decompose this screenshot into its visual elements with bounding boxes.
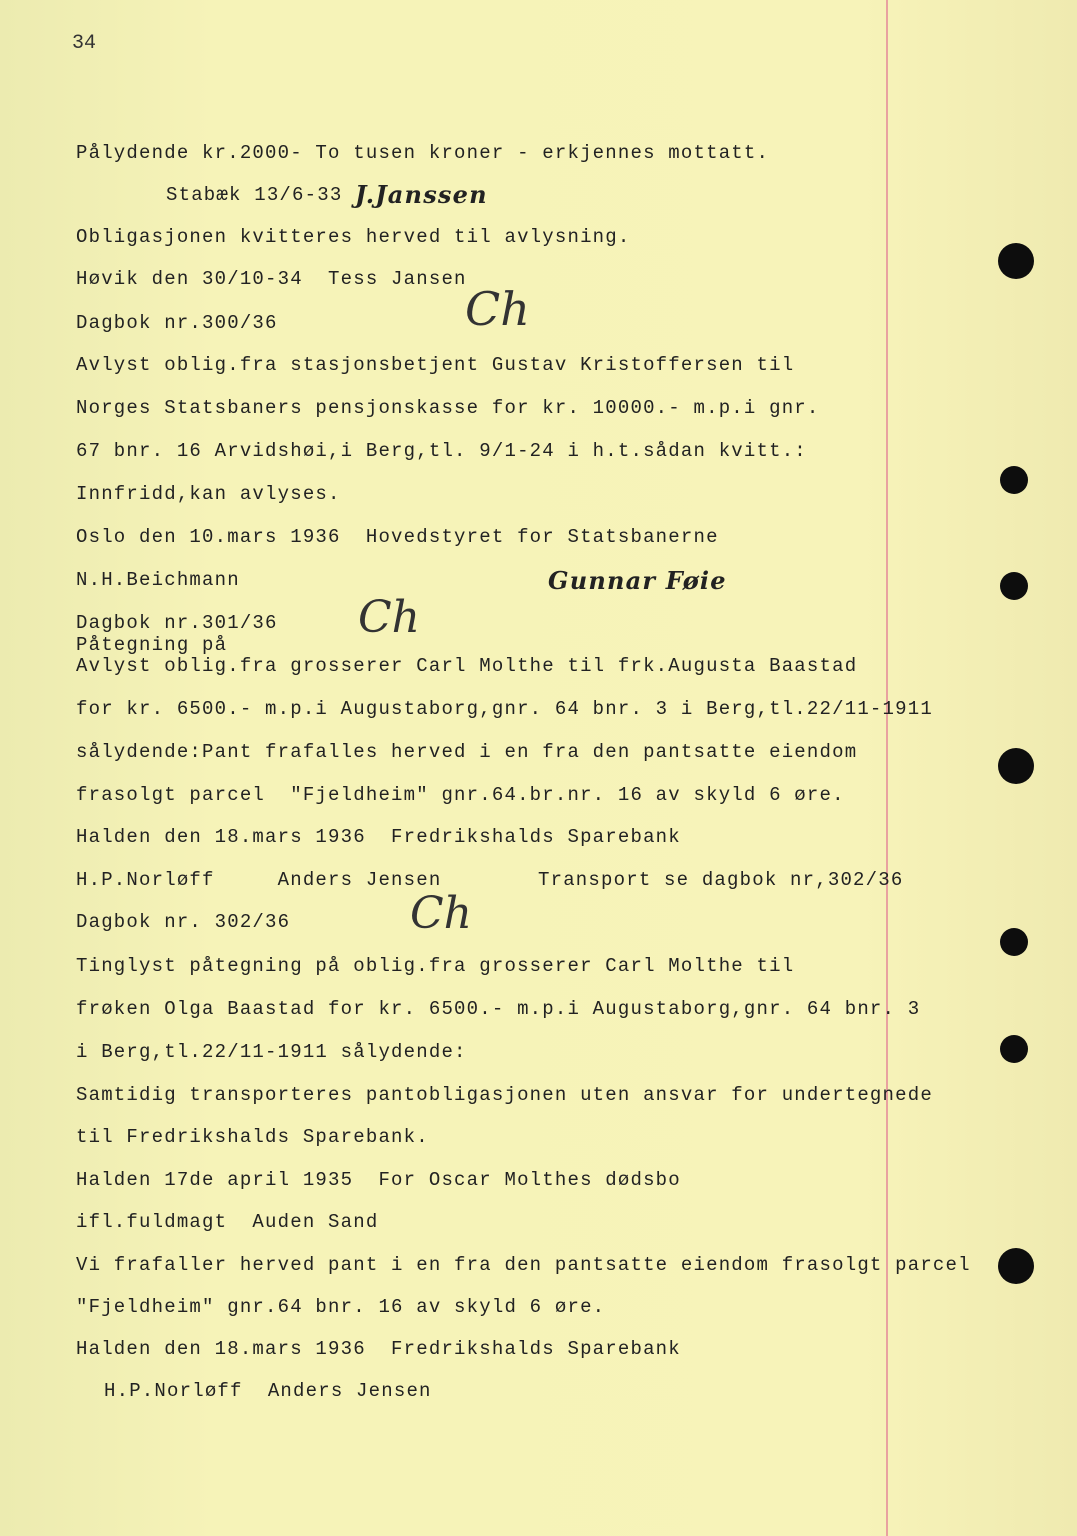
handwritten-initials: Ch (410, 888, 473, 939)
text-line: Tinglyst påtegning på oblig.fra grosserer Carl Molthe til (76, 955, 795, 977)
punch-hole (1000, 1035, 1028, 1063)
text-line: Samtidig transporteres pantobligasjonen uten ansvar for undertegnede (76, 1084, 933, 1106)
text-line: sålydende:Pant frafalles herved i en fra den pantsatte eiendom (76, 741, 858, 763)
handwritten-initials: Ch (358, 592, 421, 643)
text-line: Halden den 18.mars 1936 Fredrikshalds Sparebank (76, 826, 681, 848)
text-line: til Fredrikshalds Sparebank. (76, 1126, 429, 1148)
text-line: frasolgt parcel "Fjeldheim" gnr.64.br.nr. 16 av skyld 6 øre. (76, 784, 845, 806)
text-line: frøken Olga Baastad for kr. 6500.- m.p.i Augustaborg,gnr. 64 bnr. 3 (76, 998, 921, 1020)
punch-hole (998, 1248, 1034, 1284)
signature (355, 180, 488, 209)
text-line: Oslo den 10.mars 1936 Hovedstyret for Statsbanerne (76, 526, 719, 548)
text-line: 67 bnr. 16 Arvidshøi,i Berg,tl. 9/1-24 i h.t.sådan kvitt.: (76, 440, 807, 462)
punch-hole (1000, 928, 1028, 956)
text-line: Transport se dagbok nr,302/36 (538, 869, 904, 891)
right-margin-line (886, 0, 888, 1536)
punch-hole (998, 243, 1034, 279)
text-line: Vi frafaller herved pant i en fra den pantsatte eiendom frasolgt parcel (76, 1254, 971, 1276)
text-line: H.P.Norløff Anders Jensen (76, 869, 442, 891)
text-line: Stabæk 13/6-33 (166, 184, 343, 206)
text-line: Dagbok nr.300/36 (76, 312, 278, 334)
punch-hole (1000, 466, 1028, 494)
text-line: i Berg,tl.22/11-1911 sålydende: (76, 1041, 467, 1063)
text-line: Halden 17de april 1935 For Oscar Molthes dødsbo (76, 1169, 681, 1191)
text-line: for kr. 6500.- m.p.i Augustaborg,gnr. 64 bnr. 3 i Berg,tl.22/11-1911 (76, 698, 933, 720)
text-line: N.H.Beichmann (76, 569, 240, 591)
text-line: Halden den 18.mars 1936 Fredrikshalds Sparebank (76, 1338, 681, 1360)
text-line: Høvik den 30/10-34 Tess Jansen (76, 268, 467, 290)
signature-text: Gunnar Føie (548, 566, 727, 595)
signature-text: J.Janssen (355, 180, 488, 209)
text-line: Norges Statsbaners pensjonskasse for kr. 10000.- m.p.i gnr. (76, 397, 820, 419)
text-line: H.P.Norløff Anders Jensen (104, 1380, 432, 1402)
punch-hole (998, 748, 1034, 784)
text-line: ifl.fuldmagt Auden Sand (76, 1211, 379, 1233)
text-line: Obligasjonen kvitteres herved til avlysning. (76, 226, 631, 248)
text-line: Påtegning på (76, 634, 228, 656)
page-number: 34 (72, 32, 97, 55)
handwritten-initials: Ch (465, 282, 530, 336)
text-line: "Fjeldheim" gnr.64 bnr. 16 av skyld 6 øre. (76, 1296, 606, 1318)
text-line: Pålydende kr.2000- To tusen kroner - erkjennes mottatt. (76, 142, 770, 164)
text-line: Dagbok nr.301/36 (76, 612, 278, 634)
text-line: Avlyst oblig.fra stasjonsbetjent Gustav Kristoffersen til (76, 354, 795, 376)
text-line: Innfridd,kan avlyses. (76, 483, 341, 505)
punch-hole (1000, 572, 1028, 600)
text-line: Dagbok nr. 302/36 (76, 911, 291, 933)
text-line: Avlyst oblig.fra grosserer Carl Molthe til frk.Augusta Baastad (76, 655, 858, 677)
signature (548, 566, 727, 595)
